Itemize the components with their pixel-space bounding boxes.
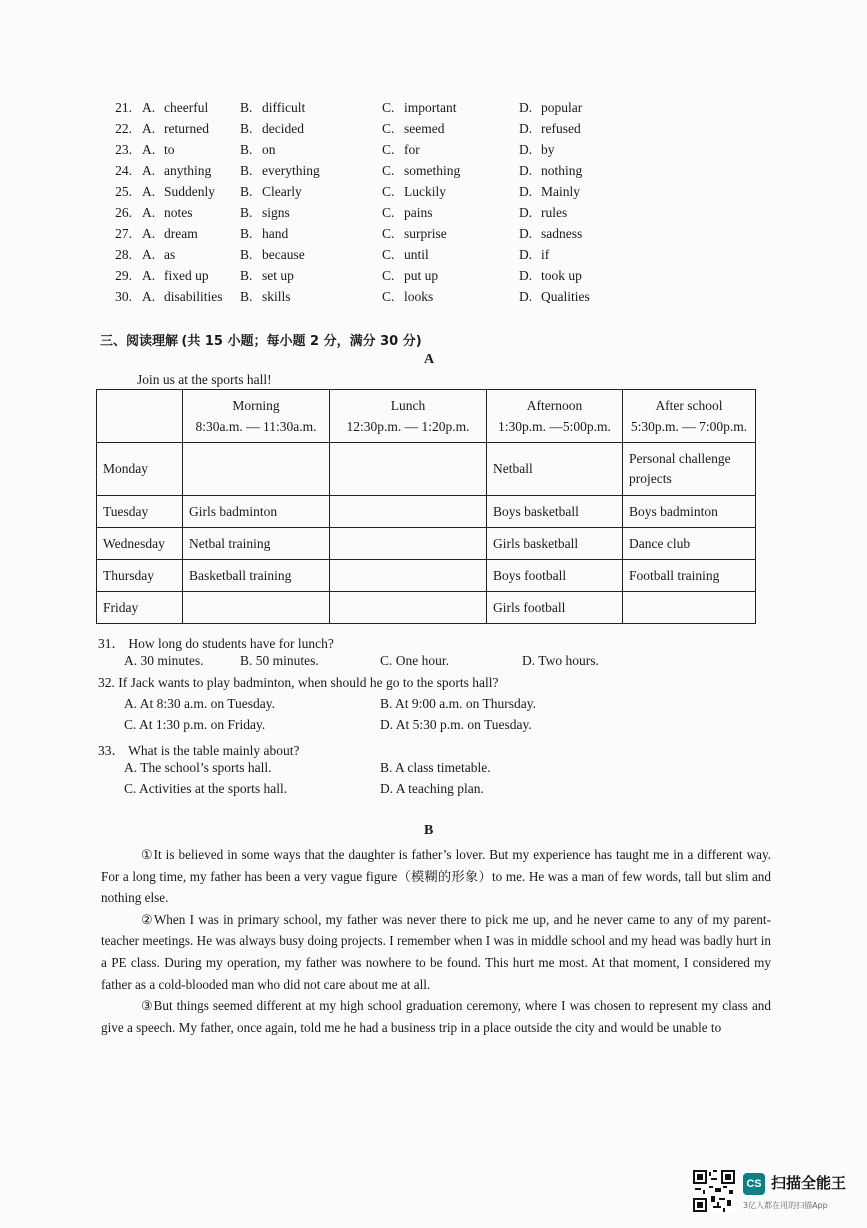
question-32: 32. If Jack wants to play badminton, when should he go to the sports hall? <box>98 675 499 690</box>
question-number: 23. <box>115 142 132 157</box>
option-c: C. looks <box>382 289 434 304</box>
camscanner-logo: CS <box>743 1173 765 1195</box>
option-row <box>92 226 792 246</box>
table-caption: Join us at the sports hall! <box>137 372 272 387</box>
option-c: C. important <box>382 100 457 115</box>
sports-hall-timetable <box>96 389 756 624</box>
option-row <box>92 100 792 120</box>
option-b: B. hand <box>240 226 289 241</box>
option-c: C. for <box>382 142 420 157</box>
question-33: 33． What is the table mainly about? <box>98 743 300 758</box>
question-number: 29. <box>115 268 132 283</box>
question-number: 30. <box>115 289 132 304</box>
option-a: A. to <box>142 142 175 157</box>
table-cell: Girls basketball <box>487 528 623 560</box>
option-row <box>92 184 792 204</box>
option-row <box>92 205 792 225</box>
table-cell <box>330 560 487 592</box>
day-cell: Tuesday <box>97 496 183 528</box>
question-number: 24. <box>115 163 132 178</box>
table-header-row <box>97 390 756 443</box>
day-cell: Friday <box>97 592 183 624</box>
table-cell: Boys badminton <box>623 496 756 528</box>
option-a: A. returned <box>142 121 209 136</box>
scanner-brand-name: 扫描全能王 <box>771 1174 847 1192</box>
q33-option-d: D. A teaching plan. <box>380 781 484 796</box>
option-a: A. dream <box>142 226 198 241</box>
option-d: D. by <box>519 142 555 157</box>
option-d: D. sadness <box>519 226 583 241</box>
q32-option-a: A. At 8:30 a.m. on Tuesday. <box>124 696 276 711</box>
option-d: D. took up <box>519 268 582 283</box>
option-c: C. until <box>382 247 429 262</box>
q33-option-c: C. Activities at the sports hall. <box>124 781 288 796</box>
question-number: 26. <box>115 205 132 220</box>
table-cell <box>183 443 330 496</box>
q32-option-b: B. At 9:00 a.m. on Thursday. <box>380 696 537 711</box>
day-cell: Wednesday <box>97 528 183 560</box>
option-c: C. seemed <box>382 121 445 136</box>
option-b: B. Clearly <box>240 184 302 199</box>
option-b: B. everything <box>240 163 320 178</box>
option-d: D. Mainly <box>519 184 580 199</box>
option-a: A. fixed up <box>142 268 209 283</box>
scanner-brand-tagline: 3亿人都在用的扫描App <box>743 1201 828 1210</box>
passage-paragraph: ①It is believed in some ways that the daughter is father’s lover. But my experience has taught me in a different way. For a long time, my father has been a very vague figure（模糊的形象）to me. He was a man of few words, tall but slim and nothing else. <box>101 847 771 906</box>
option-d: D. Qualities <box>519 289 590 304</box>
question-number: 21. <box>115 100 132 115</box>
table-header-cell: After school 5:30p.m. — 7:00p.m. <box>623 390 756 443</box>
option-b: B. difficult <box>240 100 306 115</box>
option-d: D. refused <box>519 121 581 136</box>
question-number: 28. <box>115 247 132 262</box>
table-cell: Girls badminton <box>183 496 330 528</box>
q32-option-c: C. At 1:30 p.m. on Friday. <box>124 717 266 732</box>
table-row <box>97 528 756 560</box>
table-cell: Boys basketball <box>487 496 623 528</box>
option-d: D. popular <box>519 100 583 115</box>
passage-a-label: A <box>424 352 435 367</box>
passage-b <box>101 844 771 1038</box>
day-cell: Monday <box>97 443 183 496</box>
table-row <box>97 496 756 528</box>
option-d: D. nothing <box>519 163 583 178</box>
table-cell <box>330 496 487 528</box>
option-row <box>92 142 792 162</box>
option-a: A. notes <box>142 205 193 220</box>
option-c: C. pains <box>382 205 433 220</box>
table-row <box>97 560 756 592</box>
option-b: B. decided <box>240 121 304 136</box>
passage-paragraph: ②When I was in primary school, my father was never there to pick me up, and he never came to any of my parent-teacher meetings. He was always busy doing projects. I remember when I was in middle school and my head was badly hurt in a PE class. During my operation, my father was nowhere to be found. This hurt me most. At that moment, I considered my father as a cold-blooded man who did not care about me at all. <box>101 911 771 992</box>
option-row <box>92 247 792 267</box>
table-cell: Football training <box>623 560 756 592</box>
q31-option-a: A. 30 minutes. <box>124 653 204 668</box>
option-a: A. cheerful <box>142 100 209 115</box>
table-cell <box>330 592 487 624</box>
q33-option-a: A. The school’s sports hall. <box>124 760 272 775</box>
table-cell: Girls football <box>487 592 623 624</box>
option-b: B. skills <box>240 289 291 304</box>
option-row <box>92 289 792 309</box>
q33-option-b: B. A class timetable. <box>380 760 491 775</box>
option-b: B. signs <box>240 205 290 220</box>
option-d: D. rules <box>519 205 568 220</box>
option-c: C. surprise <box>382 226 447 241</box>
table-cell: Boys football <box>487 560 623 592</box>
option-b: B. set up <box>240 268 294 283</box>
table-cell: Basketball training <box>183 560 330 592</box>
question-number: 25. <box>115 184 132 199</box>
option-c: C. put up <box>382 268 439 283</box>
day-cell: Thursday <box>97 560 183 592</box>
table-cell <box>623 592 756 624</box>
option-c: C. something <box>382 163 461 178</box>
table-cell <box>330 528 487 560</box>
option-row <box>92 121 792 141</box>
option-d: D. if <box>519 247 550 262</box>
section-heading: 三、阅读理解 (共 15 小题；每小题 2 分，满分 30 分) <box>100 334 422 349</box>
table-corner-cell <box>97 390 183 443</box>
passage-paragraph: ③But things seemed different at my high school graduation ceremony, where I was chosen to represent my class and give a speech. My father, once again, told me he had a business trip in a place outside the city and would be unable to <box>101 998 771 1035</box>
table-header-cell: Morning 8:30a.m. — 11:30a.m. <box>183 390 330 443</box>
q31-option-c: C. One hour. <box>380 653 450 668</box>
qr-code-icon <box>693 1170 735 1212</box>
table-row <box>97 592 756 624</box>
table-cell: Netball <box>487 443 623 496</box>
table-header-cell: Afternoon 1:30p.m. —5:00p.m. <box>487 390 623 443</box>
option-a: A. Suddenly <box>142 184 216 199</box>
question-number: 27. <box>115 226 132 241</box>
table-header-cell: Lunch 12:30p.m. — 1:20p.m. <box>330 390 487 443</box>
table-cell: Personal challenge projects <box>623 443 756 496</box>
option-row <box>92 163 792 183</box>
option-row <box>92 268 792 288</box>
table-cell <box>183 592 330 624</box>
table-cell: Dance club <box>623 528 756 560</box>
option-c: C. Luckily <box>382 184 446 199</box>
question-31: 31． How long do students have for lunch? <box>98 636 334 651</box>
q32-option-d: D. At 5:30 p.m. on Tuesday. <box>380 717 532 732</box>
table-row <box>97 443 756 496</box>
option-b: B. because <box>240 247 305 262</box>
q31-option-d: D. Two hours. <box>522 653 599 668</box>
option-b: B. on <box>240 142 276 157</box>
table-cell: Netbal training <box>183 528 330 560</box>
question-number: 22. <box>115 121 132 136</box>
table-cell <box>330 443 487 496</box>
passage-b-label: B <box>424 823 434 838</box>
option-a: A. as <box>142 247 176 262</box>
q31-option-b: B. 50 minutes. <box>240 653 319 668</box>
option-a: A. anything <box>142 163 212 178</box>
option-a: A. disabilities <box>142 289 223 304</box>
